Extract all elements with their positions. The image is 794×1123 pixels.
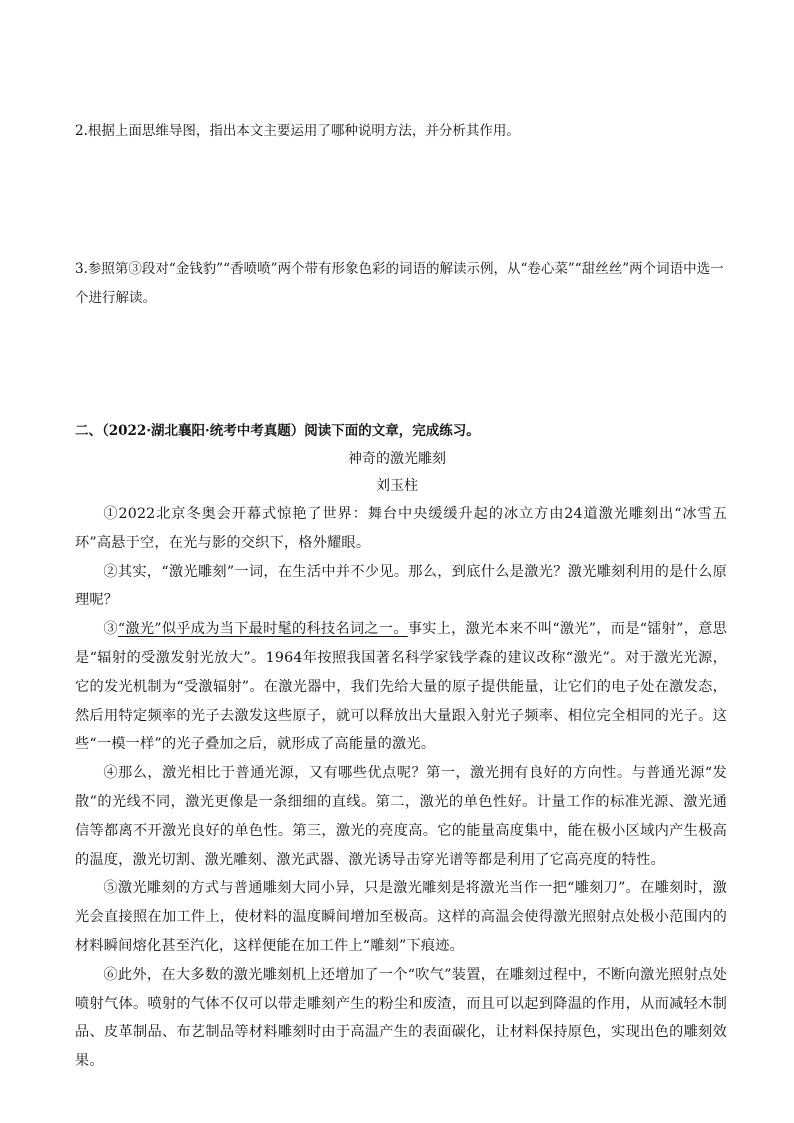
article-body bbox=[75, 500, 727, 1076]
paragraph-4: ④那么，激光相比于普通光源，又有哪些优点呢？第一，激光拥有良好的方向性。与普通光源“发散”的光线不同，激光更像是一条细细的直线。第二，激光的单色性好。计量工作的标准光源、激光通信等都离不开激光良好的单色性。第三，激光的亮度高。它的能量高度集中，能在极小区域内产生极高的温度，激光切割、激光雕刻、激光武器、激光诱导击穿光谱等都是利用了它高亮度的特性。 bbox=[75, 765, 727, 868]
paragraph-5: ⑤激光雕刻的方式与普通雕刻大同小异，只是激光雕刻是将激光当作一把“雕刻刀”。在雕刻时，激光会直接照在加工件上，使材料的温度瞬间增加至极高。这样的高温会使得激光照射点处极小范围内的材料瞬间熔化甚至汽化，这样便能在加工件上“雕刻”下痕迹。 bbox=[75, 880, 727, 954]
paragraph-6: ⑥此外，在大多数的激光雕刻机上还增加了一个“吹气”装置，在雕刻过程中，不断向激光照射点处喷射气体。喷射的气体不仅可以带走雕刻产生的粉尘和废渣，而且可以起到降温的作用，从而减轻木制品、皮革制品、布艺制品等材料雕刻时由于高温产生的表面碳化，让材料保持原色，实现出色的雕刻效果。 bbox=[75, 966, 727, 1070]
paragraph-3-rest: 事实上，激光本来不叫“激光”，而是“镭射”，意思是“辐射的受激发射光放大”。1964年按照我国著名科学家钱学森的建议改称“激光”。对于激光光源，它的发光机制为“受激辐射”。在激光器中，我们先给大量的原子提供能量，让它们的电子处在激发态，然后用特定频率的光子去激发这些原子，就可以释放出大量跟入射光子频率、相位完全相同的光子。这些“一模一样”的光子叠加之后，就形成了高能量的激光。 bbox=[75, 621, 727, 753]
paragraph-3-marker: ③ bbox=[103, 621, 118, 638]
article-title: 神奇的激光雕刻 bbox=[348, 451, 446, 467]
paragraph-3 bbox=[75, 615, 727, 759]
question-2: 2.根据上面思维导图，指出本文主要运用了哪种说明方法，并分析其作用。 bbox=[75, 123, 520, 139]
paragraph-2: ②其实，“激光雕刻”一词，在生活中并不少见。那么，到底什么是激光？激光雕刻利用的是什么原理呢？ bbox=[75, 563, 727, 609]
article-author: 刘玉柱 bbox=[376, 478, 418, 494]
section-heading: 二、（2022·湖北襄阳·统考中考真题）阅读下面的文章，完成练习。 bbox=[75, 423, 480, 439]
question-3: 3.参照第③段对“金钱豹”“香喷喷”两个带有形象色彩的词语的解读示例，从“卷心菜”“甜丝丝”两个词语中选一个进行解读。 bbox=[75, 261, 724, 306]
underlined-sentence: “激光”似乎成为当下最时髦的科技名词之一。 bbox=[117, 621, 408, 638]
paragraph-1: ①2022北京冬奥会开幕式惊艳了世界：舞台中央缓缓升起的冰立方由24道激光雕刻出“冰雪五环”高悬于空，在光与影的交织下，格外耀眼。 bbox=[75, 506, 727, 551]
